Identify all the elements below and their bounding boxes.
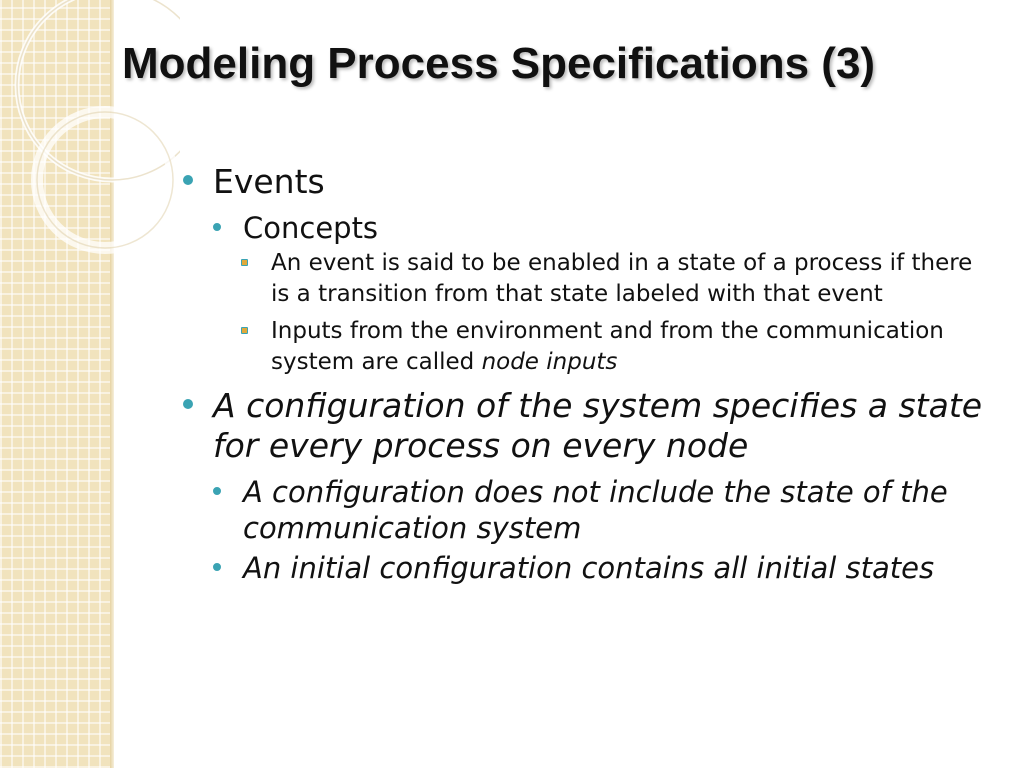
concepts-sublist <box>242 248 983 378</box>
bullet-events-text: Events <box>213 162 325 201</box>
bullet-ring-icon <box>213 563 221 571</box>
bullet-node-inputs-text: Inputs from the environment and from the communication system are called <box>271 318 944 375</box>
events-sublist <box>213 210 983 378</box>
bullet-dot-icon <box>183 399 193 409</box>
bullet-ring-icon <box>213 223 221 231</box>
bullet-concepts-text: Concepts <box>243 211 379 245</box>
bullet-configuration-text: A configuration of the system specifies a state for every process on every node <box>213 386 983 465</box>
bullet-config-no-comm-text: A configuration does not include the state of the communication system <box>243 475 948 545</box>
bullet-dot-icon <box>183 175 193 185</box>
bullet-event-enabled-text: An event is said to be enabled in a state of a process if there is a transition from that state labeled with that event <box>271 250 973 307</box>
bullet-events <box>183 162 983 378</box>
bullet-square-icon <box>241 259 248 266</box>
configuration-sublist <box>213 474 983 586</box>
bullet-initial-config <box>213 550 983 586</box>
bullet-initial-config-text: An initial configuration contains all initial states <box>243 551 935 585</box>
bullet-configuration <box>183 386 983 586</box>
slide-title: Modeling Process Specifications (3) <box>122 39 876 88</box>
bullet-node-inputs <box>241 316 983 378</box>
bullet-event-enabled <box>241 248 983 310</box>
bullet-config-no-comm <box>213 474 983 546</box>
bullet-square-icon <box>241 327 248 334</box>
bullet-concepts <box>213 210 983 378</box>
slide-content <box>183 162 983 594</box>
node-inputs-emphasis: node inputs <box>481 349 618 375</box>
bullet-ring-icon <box>213 487 221 495</box>
